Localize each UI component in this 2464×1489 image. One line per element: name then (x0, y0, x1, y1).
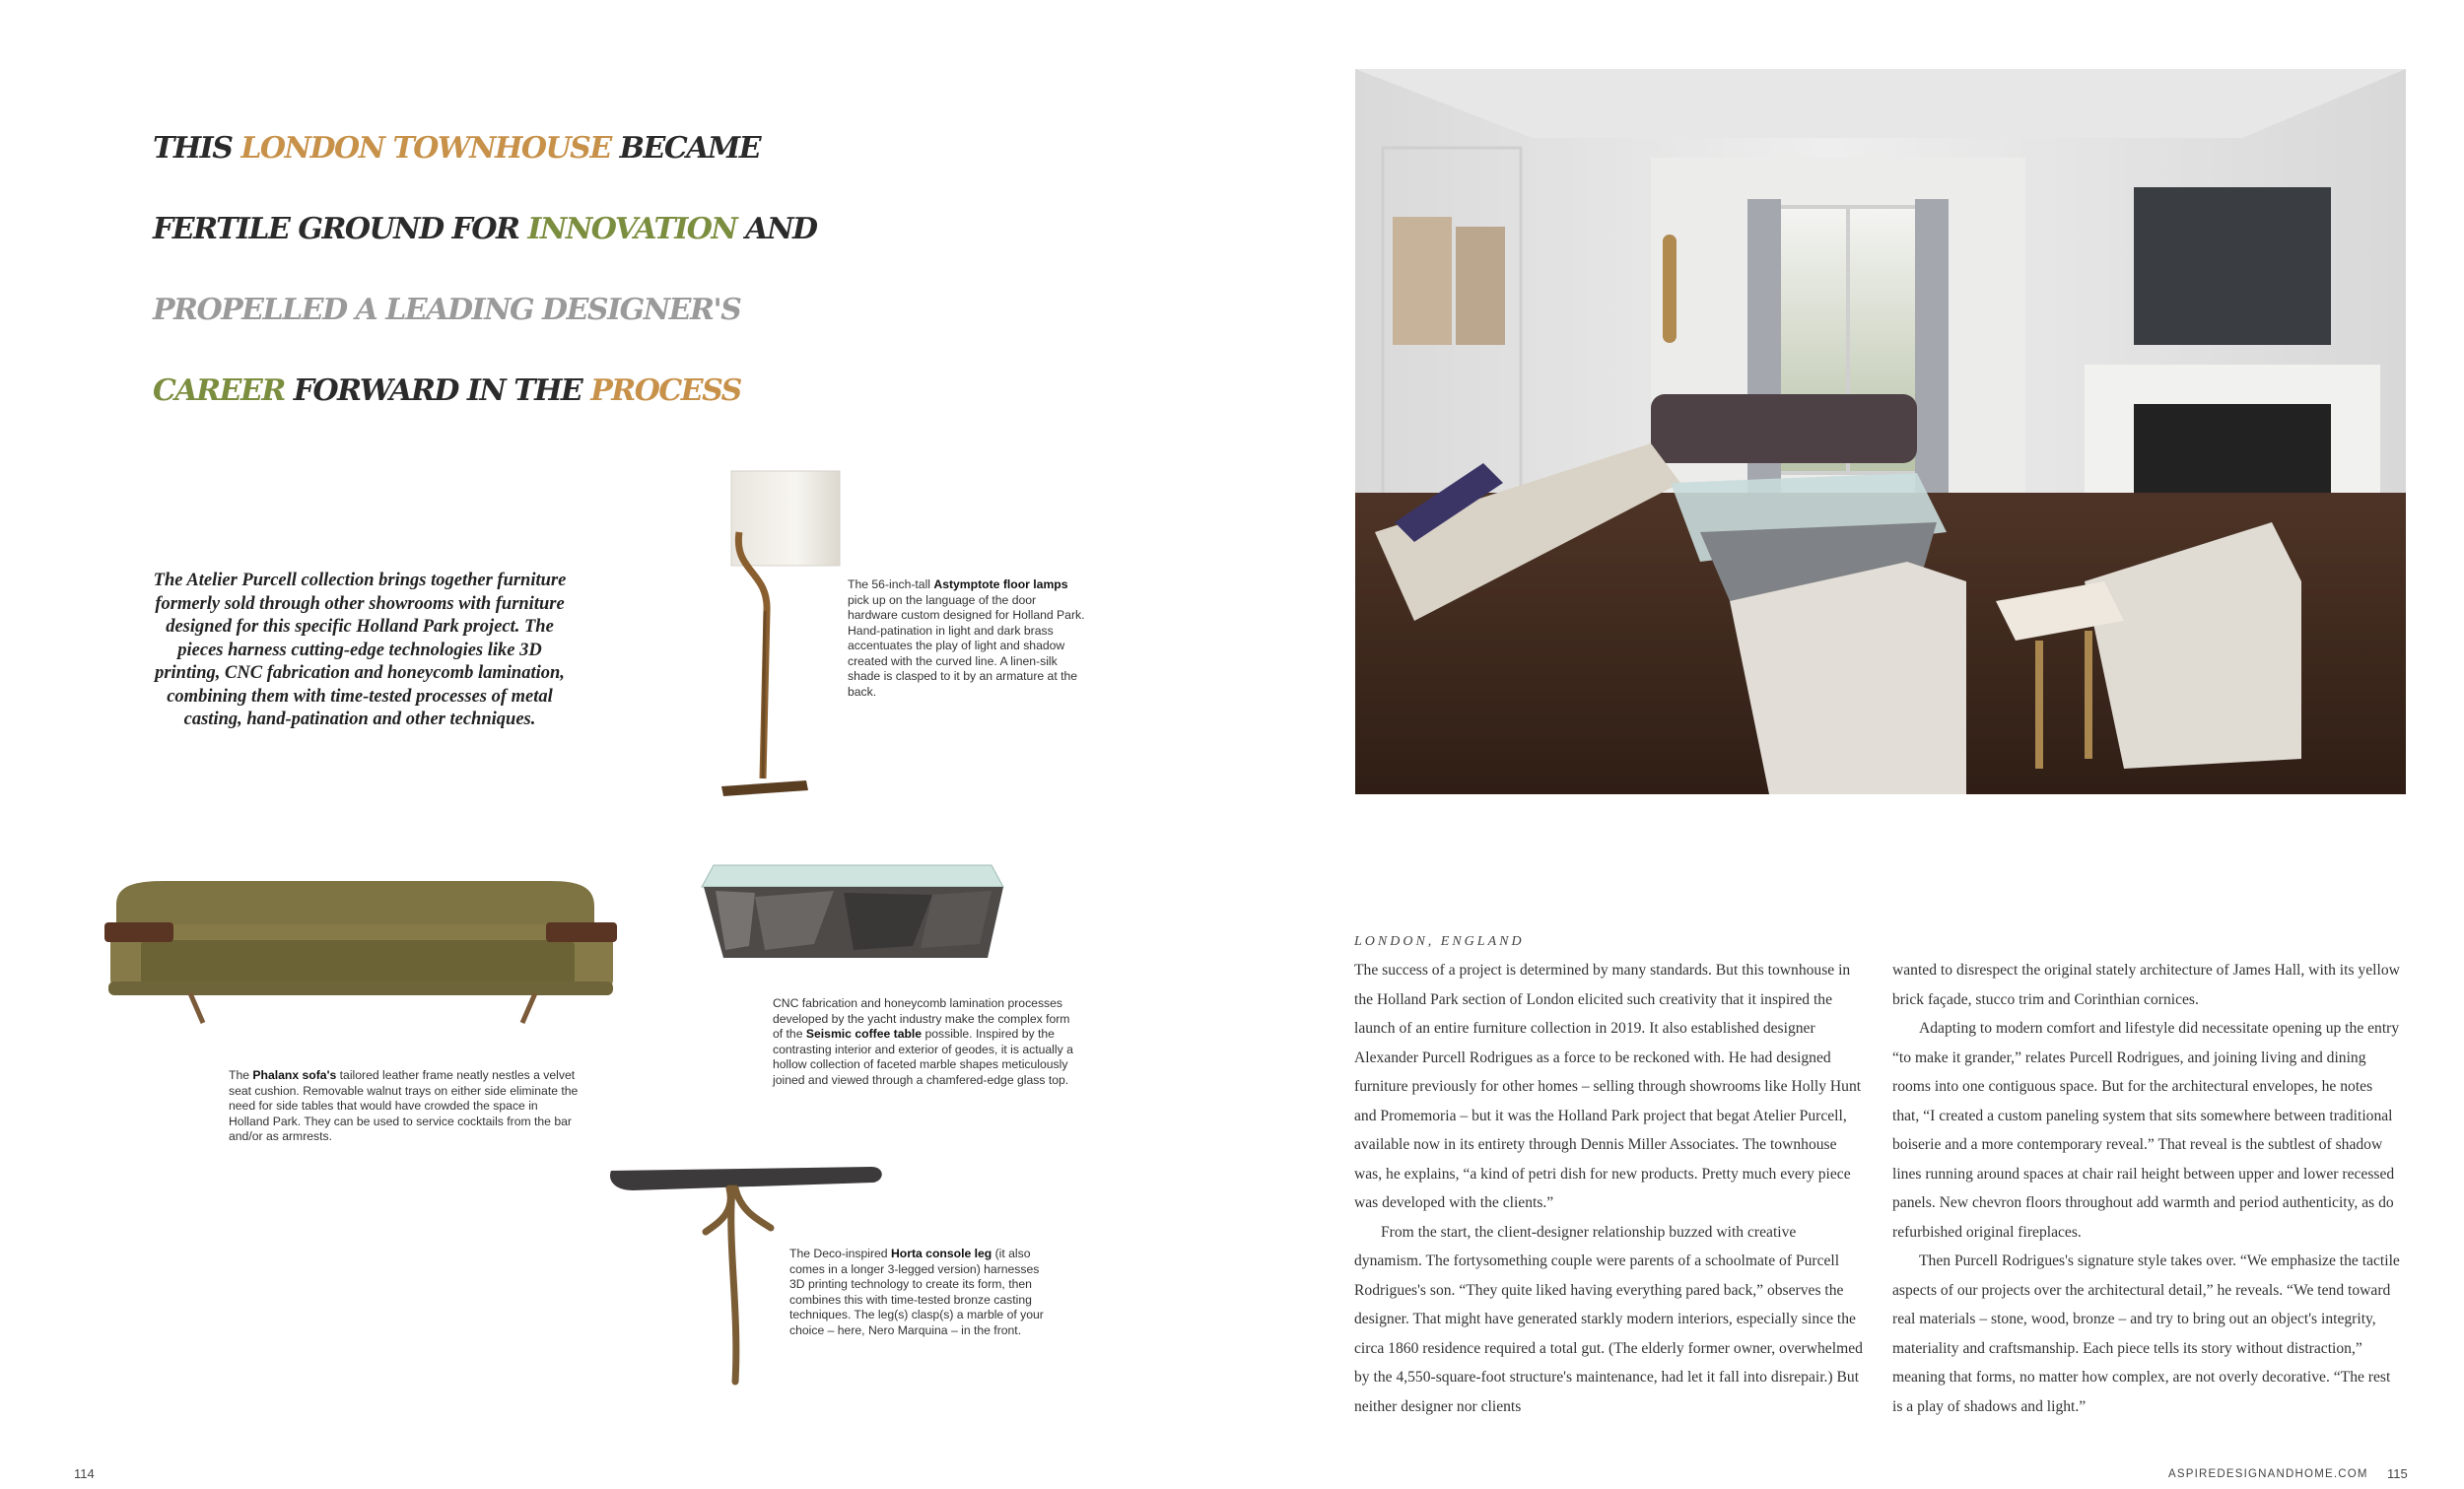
col1-paragraph-2: From the start, the client-designer relationship buzzed with creative dynamism. The fortysomething couple were parents of a schoolmate of Purcell Rodrigues's son. “They quite liked having everything pared back,” observes the designer. That might have generated starkly modern interiors, especially since the circa 1860 residence required a total gut. (The elderly former owner, overwhelmed by the 4,550-square-foot structure's maintenance, had let it fall into disrepair.) But neither designer nor clients (1354, 1223, 1863, 1415)
col1-paragraph-1: The success of a project is determined by many standards. But this townhouse in the Holland Park section of London elicited such creativity that it inspired the launch of an entire furniture collection in 2019. It also established designer Alexander Purcell Rodrigues as a force to be reckoned with. He had designed furniture previously for other homes – selling through showrooms like Holly Hunt and Promemoria – but it was the Holland Park project that begat Atelier Purcell, available now in its entirety through Dennis Miller Associates. The townhouse was, he explains, “a kind of petri dish for new products. Pretty much every piece was developed with the clients.” (1354, 962, 1862, 1211)
seismic-coffee-table-image (696, 847, 1011, 976)
article-column-2 (1892, 956, 2403, 1421)
headline-segment: CAREER (153, 373, 285, 408)
lamp-caption: The 56-inch-tall Astymptote floor lamps pick up on the language of the door hardware custom designed for Holland Park. Hand-patination in light and dark brass accentuates the play of light and shadow created with the curved line. A linen-silk shade is clasped to it by an armature at the back. (848, 577, 1085, 699)
phalanx-sofa-image (97, 875, 624, 1033)
article-location: LONDON, ENGLAND (1354, 934, 1525, 949)
headline-line-2 (153, 189, 1040, 270)
col2-paragraph-2: Adapting to modern comfort and lifestyle did necessitate opening up the entry “to make it grander,” relates Purcell Rodrigues, and joining living and dining rooms into one contiguous space. But for the architectural envelopes, he notes that, “I created a custom paneling system that sits somewhere between traditional boiserie and a more contemporary reveal.” That reveal is the subtlest of shadow lines running around spaces at chair rail height between upper and lower recessed panels. New chevron floors throughout add warmth and period authenticity, as do refurbished original fireplaces. (1892, 1020, 2400, 1241)
page-number-left: 114 (74, 1466, 95, 1481)
astymptote-floor-lamp-image (710, 463, 848, 808)
headline-segment: PROCESS (590, 373, 741, 408)
headline-segment: INNOVATION (527, 212, 737, 246)
console-caption: The Deco-inspired Horta console leg (it also comes in a longer 3-legged version) harnesses 3D printing technology to create its form, then combines this with time-tested bronze casting techniques. The leg(s) clasp(s) a marble of your choice – here, Nero Marquina – in the front. (789, 1247, 1044, 1337)
living-room-photo (1355, 69, 2406, 794)
article-column-1 (1354, 956, 1865, 1421)
headline-segment: AND (736, 212, 817, 246)
headline-line-4 (153, 351, 1040, 432)
headline-segment: PROPELLED A LEADING DESIGNER'S (153, 293, 741, 327)
coffee-table-caption: CNC fabrication and honeycomb lamination processes developed by the yacht industry make the complex form of the Seismic coffee table possible. Inspired by the contrasting interior and exterior of geodes, it is actually a hollow collection of faceted marble shapes meticulously joined and viewed through a chamfered-edge glass top. (773, 996, 1073, 1087)
col2-paragraph-1: wanted to disrespect the original stately architecture of James Hall, with its yellow brick façade, stucco trim and Corinthian cornices. (1892, 962, 2400, 1008)
headline-segment: BECAME (610, 131, 761, 166)
intro-paragraph: The Atelier Purcell collection brings together furniture formerly sold through other showrooms with furniture designed for this specific Holland Park project. The pieces harness cutting-edge technologies like 3D printing, CNC fabrication and honeycomb lamination, combining them with time-tested processes of metal casting, hand-patination and other techniques. (153, 571, 567, 729)
headline-segment: FORWARD IN THE (284, 373, 591, 408)
sofa-caption: The Phalanx sofa's tailored leather frame neatly nestles a velvet seat cushion. Removable walnut trays on either side eliminate the need for side tables that would have crowded the space in Holland Park. They can be used to service cocktails from the bar and/or as armrests. (229, 1068, 579, 1143)
headline-segment: LONDON TOWNHOUSE (240, 131, 611, 166)
headline (153, 108, 1040, 432)
headline-line-3 (153, 270, 1040, 351)
website-url[interactable]: ASPIREDESIGNANDHOME.COM (2168, 1468, 2368, 1480)
right-page (1232, 0, 2464, 1489)
col2-paragraph-3: Then Purcell Rodrigues's signature style takes over. “We emphasize the tactile aspects of our projects over the architectural detail,” he reveals. “We tend toward real materials – stone, wood, bronze – and try to bring out an object's integrity, materiality and craftsmanship. Each piece tells its story without distraction,” meaning that forms, no matter how complex, are not overly decorative. “The rest is a play of shadows and light.” (1892, 1252, 2400, 1415)
headline-segment: FERTILE GROUND FOR (153, 212, 528, 246)
page-number-right: 115 (2387, 1466, 2408, 1481)
headline-segment: THIS (153, 131, 241, 166)
headline-line-1 (153, 108, 1040, 189)
